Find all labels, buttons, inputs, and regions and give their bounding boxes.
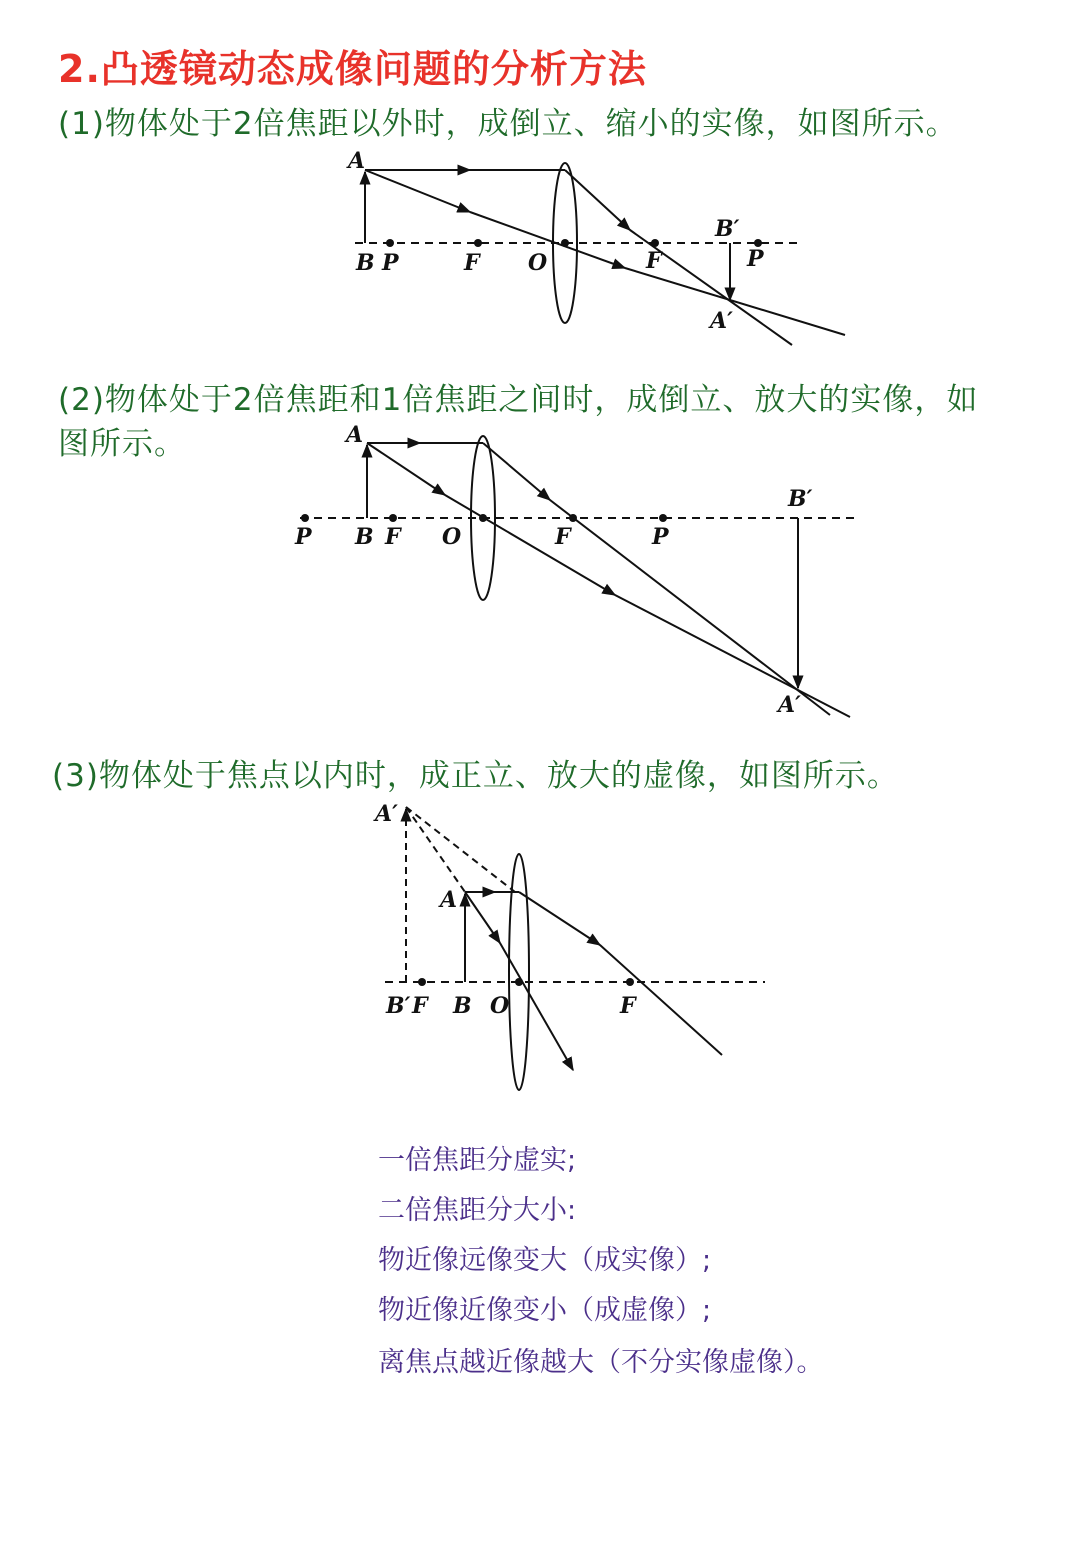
diagram-3 bbox=[370, 795, 780, 1095]
label-P2: P bbox=[652, 524, 669, 550]
label-B-prime: B′ bbox=[788, 486, 813, 512]
label-F2: F bbox=[555, 524, 571, 550]
label-F: F bbox=[412, 993, 428, 1019]
summary-line-3: 物近像远像变大（成实像）; bbox=[378, 1245, 712, 1276]
section-1-text: (1)物体处于2倍焦距以外时，成倒立、缩小的实像，如图所示。 bbox=[58, 106, 958, 142]
section-3-text: (3)物体处于焦点以内时，成正立、放大的虚像，如图所示。 bbox=[52, 758, 899, 794]
summary-line-1: 一倍焦距分虚实; bbox=[378, 1145, 577, 1176]
diagram-1 bbox=[340, 140, 860, 355]
label-B: B bbox=[355, 524, 374, 550]
label-A: A bbox=[346, 422, 364, 448]
label-A: A bbox=[440, 887, 458, 913]
label-O: O bbox=[490, 993, 510, 1019]
label-O: O bbox=[442, 524, 462, 550]
label-P: P bbox=[382, 250, 399, 276]
section-2-text-line2: 图所示。 bbox=[58, 426, 186, 462]
diagram-2 bbox=[290, 420, 870, 730]
label-A-prime: A′ bbox=[375, 801, 398, 827]
label-A-prime: A′ bbox=[778, 692, 801, 718]
label-O: O bbox=[528, 250, 548, 276]
label-F: F bbox=[464, 250, 480, 276]
label-B-prime: B′ bbox=[386, 993, 411, 1019]
summary-line-5: 离焦点越近像越大（不分实像虚像）。 bbox=[378, 1347, 824, 1378]
summary-line-4: 物近像近像变小（成虚像）; bbox=[378, 1295, 712, 1326]
label-B-prime: B′ bbox=[715, 216, 740, 242]
label-P2: P bbox=[747, 246, 764, 272]
label-B: B bbox=[453, 993, 472, 1019]
summary-line-2: 二倍焦距分大小: bbox=[378, 1195, 577, 1226]
label-F: F bbox=[385, 524, 401, 550]
label-A: A bbox=[348, 148, 366, 174]
section-2-text-line1: (2)物体处于2倍焦距和1倍焦距之间时，成倒立、放大的实像，如 bbox=[58, 382, 979, 418]
label-F2: F bbox=[620, 993, 636, 1019]
label-B: B bbox=[356, 250, 375, 276]
label-F2: F bbox=[646, 248, 662, 274]
label-A-prime: A′ bbox=[710, 308, 733, 334]
label-P: P bbox=[295, 524, 312, 550]
page-title: 2.凸透镜动态成像问题的分析方法 bbox=[58, 47, 647, 91]
